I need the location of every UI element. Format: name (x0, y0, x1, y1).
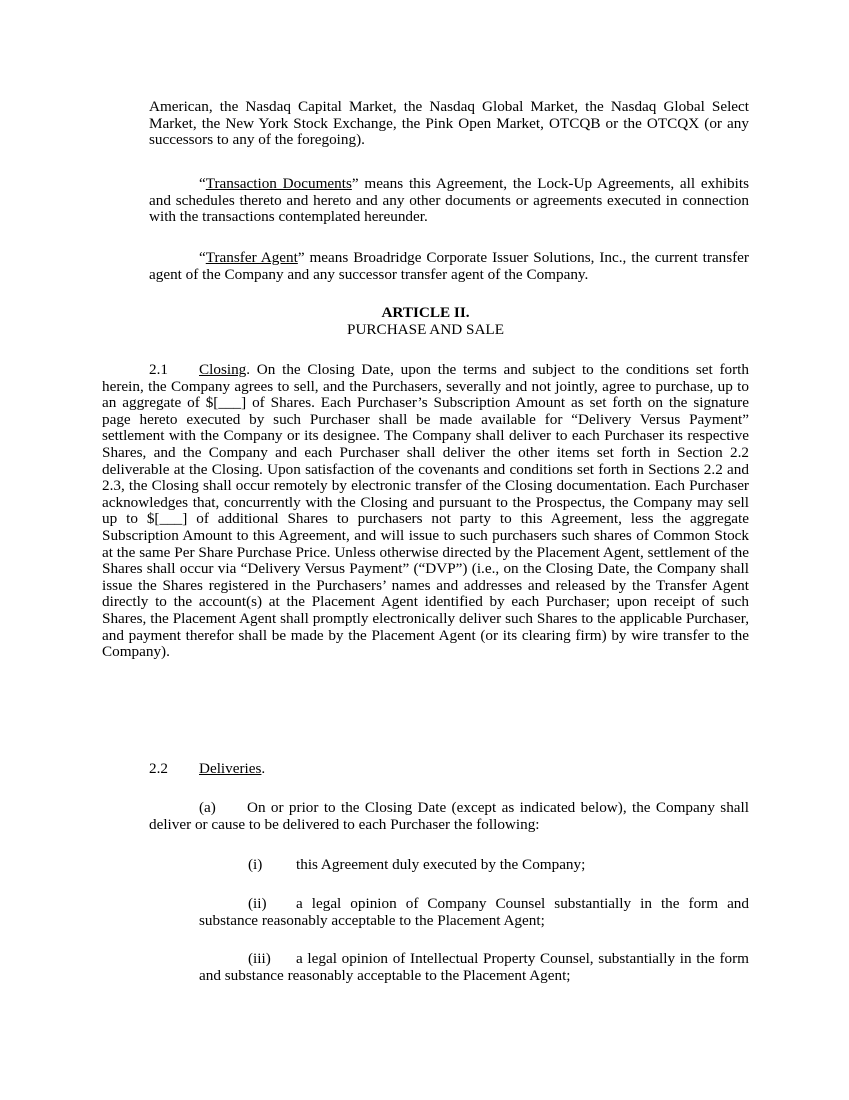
trading-market-definition-tail: American, the Nasdaq Capital Market, the Nasdaq Global Market, the Nasdaq Global Select Market, the New York Stock Exchange, the Pink Open Market, OTCQB or the OTCQX (or any successors to any of the foregoing). (149, 98, 749, 149)
section-number: 2.2 (149, 760, 168, 777)
section-title-deliveries: Deliveries (199, 760, 262, 777)
delivery-item-i (199, 857, 749, 874)
section-title-suffix: . (261, 760, 266, 777)
subsection-text: On or prior to the Closing Date (except as indicated below), the Company shall deliver or cause to be delivered to each Purchaser the following: (149, 799, 749, 833)
open-quote: “ (199, 175, 206, 192)
item-label: (iii) (248, 950, 271, 967)
transaction-documents-definition (149, 176, 749, 226)
section-2-1-text: On the Closing Date, upon the terms and subject to the conditions set forth herein, the Company agrees to sell, and the Purchasers, severally and not jointly, agree to purchase, up to an aggregate of $[___] of Shares. Each Purchaser’s Subscription Amount as set forth on the signature page hereto executed by such Purchaser shall be made available for “Delivery Versus Payment” settlement with the Company or its designee. The Company shall deliver to each Purchaser its respective Shares, and the Company and each Purchaser shall deliver the other items set forth in Section 2.2 deliverable at the Closing. Upon satisfaction of the covenants and conditions set forth in Sections 2.2 and 2.3, the Closing shall occur remotely by electronic transfer of the Closing documentation. Each Purchaser acknowledges that, concurrently with the Closing and pursuant to the Prospectus, the Company may sell up to $[___] of additional Shares to purchasers not party to this Agreement, less the aggregate Subscription Amount to this Agreement, and will issue to such purchasers such shares of Common Stock at the same Per Share Purchase Price. Unless otherwise directed by the Placement Agent, settlement of the Shares shall occur via “Delivery Versus Payment” (“DVP”) (i.e., on the Closing Date, the Company shall issue the Shares registered in the Purchasers’ names and addresses and released by the Transfer Agent directly to the account(s) at the Placement Agent identified by each Purchaser; upon receipt of such Shares, the Placement Agent shall promptly electronically deliver such Shares to the applicable Purchaser, and payment therefor shall be made by the Placement Agent (or its clearing firm) by wire transfer to the Company). (102, 361, 749, 661)
section-2-1 (102, 362, 749, 661)
defined-term-transaction-documents: Transaction Documents (205, 175, 352, 192)
section-title-suffix: . (246, 361, 251, 378)
article-title: PURCHASE AND SALE (347, 321, 504, 338)
item-label: (ii) (248, 895, 267, 912)
definition-text: ” means Broadridge Corporate Issuer Solutions, Inc., the current transfer agent of the Company and any successor transfer agent of the Company. (149, 249, 749, 283)
transfer-agent-definition (149, 250, 749, 283)
delivery-item-iii (199, 951, 749, 984)
defined-term-transfer-agent: Transfer Agent (205, 249, 298, 266)
item-label: (i) (248, 856, 263, 873)
section-2-2-heading (102, 761, 749, 778)
section-number: 2.1 (149, 361, 168, 378)
definition-text: ” means this Agreement, the Lock-Up Agreements, all exhibits and schedules thereto and hereto and any other documents or agreements executed in connection with the transactions contemplated hereunder. (149, 175, 749, 226)
item-text: this Agreement duly executed by the Company; (296, 856, 586, 873)
item-text: a legal opinion of Company Counsel substantially in the form and substance reasonably acceptable to the Placement Agent; (199, 895, 749, 929)
subsection-label: (a) (199, 799, 216, 816)
article-heading: ARTICLE II. (381, 304, 470, 321)
section-2-2-a (149, 800, 749, 833)
section-title-closing: Closing (199, 361, 247, 378)
item-text: a legal opinion of Intellectual Property Counsel, substantially in the form and substance reasonably acceptable to the Placement Agent; (199, 950, 749, 984)
open-quote: “ (199, 249, 206, 266)
delivery-item-ii (199, 896, 749, 929)
